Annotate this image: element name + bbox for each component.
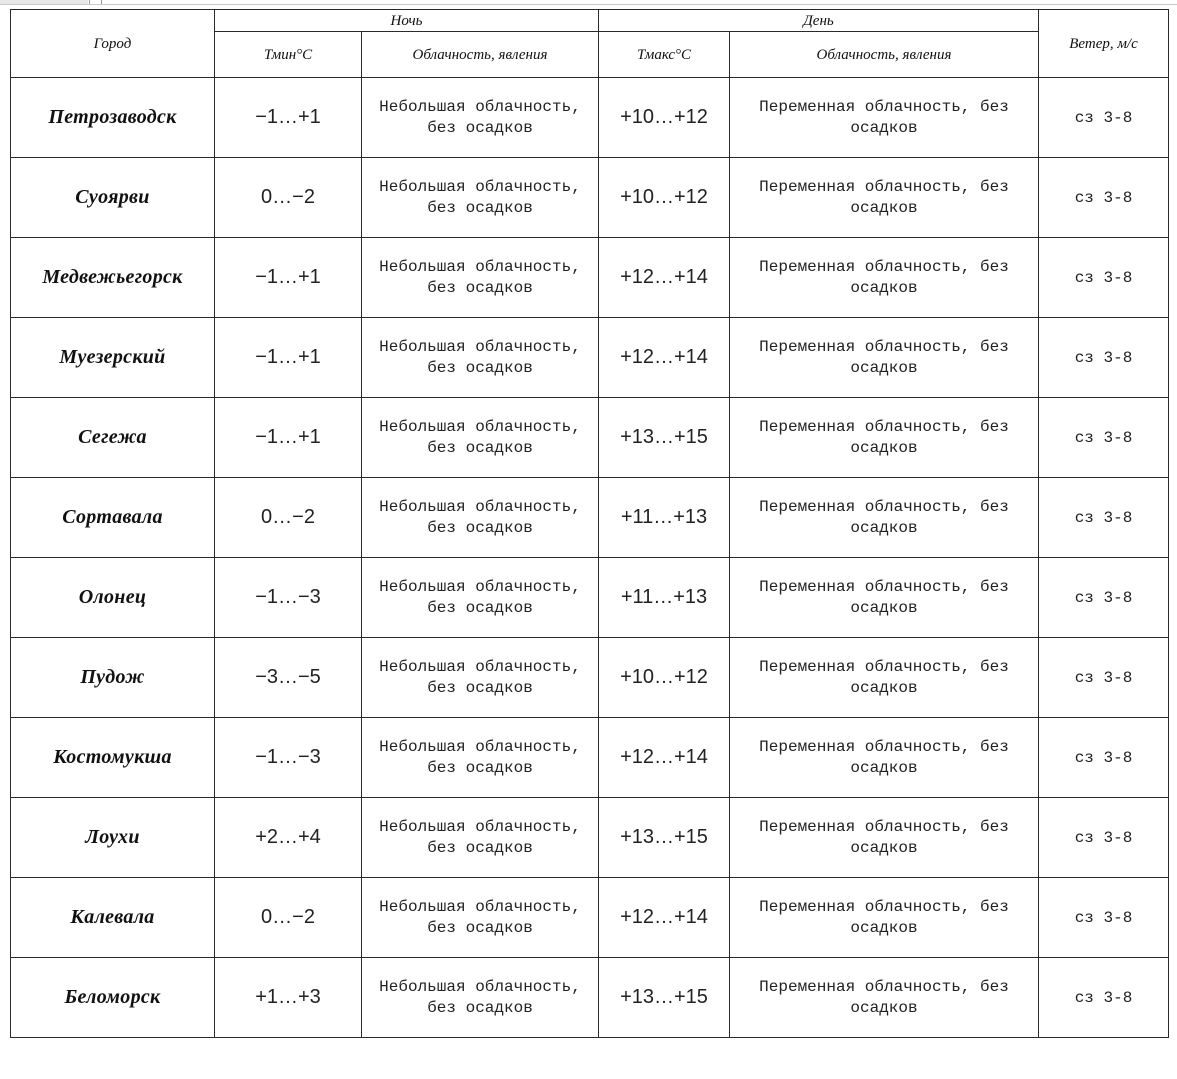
table-row xyxy=(11,238,1169,318)
tmin-cell: 0…−2 xyxy=(215,478,362,558)
night-cloud-cell: Небольшая облачность, без осадков xyxy=(362,958,599,1038)
tmin-cell: −1…+1 xyxy=(215,238,362,318)
table-row xyxy=(11,478,1169,558)
wind-cell: сз 3-8 xyxy=(1039,958,1169,1038)
city-cell: Медвежьегорск xyxy=(11,238,215,318)
table-row xyxy=(11,798,1169,878)
city-cell: Пудож xyxy=(11,638,215,718)
day-cloud-cell: Переменная облачность, без осадков xyxy=(730,718,1039,798)
tmax-cell: +13…+15 xyxy=(599,798,730,878)
header-city: Город xyxy=(11,10,215,78)
header-day-cloud: Облачность, явления xyxy=(730,32,1039,78)
table-row xyxy=(11,78,1169,158)
wind-cell: сз 3-8 xyxy=(1039,558,1169,638)
header-night-cloud: Облачность, явления xyxy=(362,32,599,78)
day-cloud-cell: Переменная облачность, без осадков xyxy=(730,398,1039,478)
day-cloud-cell: Переменная облачность, без осадков xyxy=(730,318,1039,398)
tmin-cell: +1…+3 xyxy=(215,958,362,1038)
wind-cell: сз 3-8 xyxy=(1039,158,1169,238)
page-top-rule xyxy=(0,4,1177,5)
day-cloud-cell: Переменная облачность, без осадков xyxy=(730,558,1039,638)
header-day: День xyxy=(599,10,1039,32)
header-wind: Ветер, м/с xyxy=(1039,10,1169,78)
wind-cell: сз 3-8 xyxy=(1039,478,1169,558)
night-cloud-cell: Небольшая облачность, без осадков xyxy=(362,798,599,878)
day-cloud-cell: Переменная облачность, без осадков xyxy=(730,958,1039,1038)
night-cloud-cell: Небольшая облачность, без осадков xyxy=(362,638,599,718)
table-row xyxy=(11,958,1169,1038)
tmin-cell: −3…−5 xyxy=(215,638,362,718)
tmax-cell: +12…+14 xyxy=(599,238,730,318)
night-cloud-cell: Небольшая облачность, без осадков xyxy=(362,718,599,798)
day-cloud-cell: Переменная облачность, без осадков xyxy=(730,798,1039,878)
day-cloud-cell: Переменная облачность, без осадков xyxy=(730,638,1039,718)
table-row xyxy=(11,638,1169,718)
wind-cell: сз 3-8 xyxy=(1039,878,1169,958)
night-cloud-cell: Небольшая облачность, без осадков xyxy=(362,78,599,158)
tmax-cell: +13…+15 xyxy=(599,398,730,478)
table-row xyxy=(11,878,1169,958)
tmax-cell: +10…+12 xyxy=(599,638,730,718)
city-cell: Сегежа xyxy=(11,398,215,478)
tmax-cell: +11…+13 xyxy=(599,558,730,638)
wind-cell: сз 3-8 xyxy=(1039,718,1169,798)
wind-cell: сз 3-8 xyxy=(1039,318,1169,398)
tmax-cell: +13…+15 xyxy=(599,958,730,1038)
city-cell: Сортавала xyxy=(11,478,215,558)
tmin-cell: −1…−3 xyxy=(215,718,362,798)
night-cloud-cell: Небольшая облачность, без осадков xyxy=(362,878,599,958)
night-cloud-cell: Небольшая облачность, без осадков xyxy=(362,158,599,238)
tmin-cell: 0…−2 xyxy=(215,158,362,238)
tmin-cell: 0…−2 xyxy=(215,878,362,958)
city-cell: Беломорск xyxy=(11,958,215,1038)
table-row xyxy=(11,558,1169,638)
header-tmin: Тмин°С xyxy=(215,32,362,78)
city-cell: Лоухи xyxy=(11,798,215,878)
city-cell: Муезерский xyxy=(11,318,215,398)
night-cloud-cell: Небольшая облачность, без осадков xyxy=(362,398,599,478)
wind-cell: сз 3-8 xyxy=(1039,398,1169,478)
city-cell: Суоярви xyxy=(11,158,215,238)
tmax-cell: +12…+14 xyxy=(599,718,730,798)
city-cell: Олонец xyxy=(11,558,215,638)
table-row xyxy=(11,158,1169,238)
night-cloud-cell: Небольшая облачность, без осадков xyxy=(362,318,599,398)
tmin-cell: −1…+1 xyxy=(215,398,362,478)
city-cell: Костомукша xyxy=(11,718,215,798)
table-row xyxy=(11,398,1169,478)
table-header xyxy=(11,10,1169,78)
tmin-cell: +2…+4 xyxy=(215,798,362,878)
table-row xyxy=(11,318,1169,398)
city-cell: Петрозаводск xyxy=(11,78,215,158)
tmax-cell: +12…+14 xyxy=(599,878,730,958)
day-cloud-cell: Переменная облачность, без осадков xyxy=(730,158,1039,238)
tmax-cell: +12…+14 xyxy=(599,318,730,398)
forecast-table xyxy=(10,9,1169,1038)
wind-cell: сз 3-8 xyxy=(1039,798,1169,878)
table-row xyxy=(11,718,1169,798)
tmax-cell: +10…+12 xyxy=(599,78,730,158)
day-cloud-cell: Переменная облачность, без осадков xyxy=(730,878,1039,958)
city-cell: Калевала xyxy=(11,878,215,958)
header-night: Ночь xyxy=(215,10,599,32)
tmin-cell: −1…+1 xyxy=(215,318,362,398)
night-cloud-cell: Небольшая облачность, без осадков xyxy=(362,238,599,318)
wind-cell: сз 3-8 xyxy=(1039,638,1169,718)
wind-cell: сз 3-8 xyxy=(1039,238,1169,318)
tmin-cell: −1…+1 xyxy=(215,78,362,158)
tmin-cell: −1…−3 xyxy=(215,558,362,638)
day-cloud-cell: Переменная облачность, без осадков xyxy=(730,78,1039,158)
tmax-cell: +11…+13 xyxy=(599,478,730,558)
night-cloud-cell: Небольшая облачность, без осадков xyxy=(362,558,599,638)
header-tmax: Тмакс°С xyxy=(599,32,730,78)
day-cloud-cell: Переменная облачность, без осадков xyxy=(730,238,1039,318)
tmax-cell: +10…+12 xyxy=(599,158,730,238)
night-cloud-cell: Небольшая облачность, без осадков xyxy=(362,478,599,558)
day-cloud-cell: Переменная облачность, без осадков xyxy=(730,478,1039,558)
wind-cell: сз 3-8 xyxy=(1039,78,1169,158)
table-body xyxy=(11,78,1169,1038)
